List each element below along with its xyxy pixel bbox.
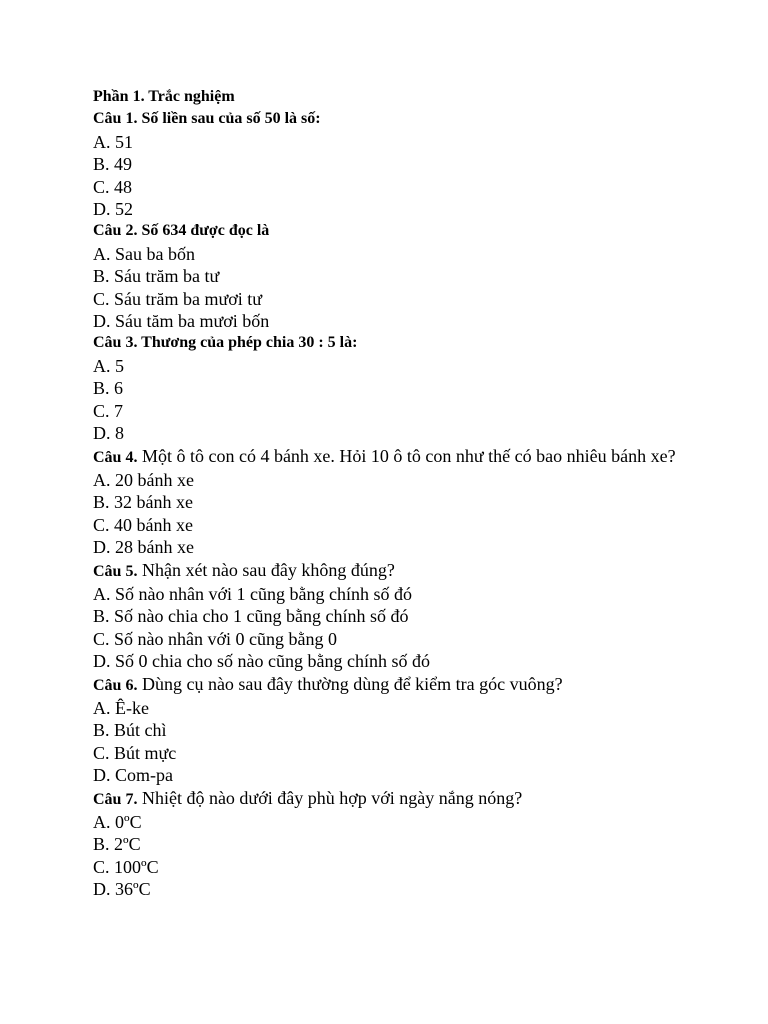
question-3-option-a: A. 5: [93, 355, 124, 376]
question-4-option-c: C. 40 bánh xe: [93, 514, 193, 535]
question-5-text: Nhận xét nào sau đây không đúng?: [137, 559, 395, 580]
question-5: [93, 559, 693, 673]
question-5-option-a: A. Số nào nhân với 1 cũng bằng chính số đó: [93, 583, 412, 604]
question-7-stem: [93, 787, 693, 811]
question-7: [93, 787, 693, 901]
question-2-option-d: D. Sáu tăm ba mươi bốn: [93, 311, 270, 332]
question-5-option-b: B. Số nào chia cho 1 cũng bằng chính số đó: [93, 606, 409, 627]
question-3-option-b: B. 6: [93, 378, 124, 399]
question-7-label: Câu 7.: [93, 790, 138, 808]
question-6-text: Dùng cụ nào sau đây thường dùng để kiểm tra góc vuông?: [137, 673, 563, 694]
question-1-option-b: B. 49: [93, 154, 133, 175]
question-7-option-b: B. 2ºC: [93, 834, 141, 855]
question-4-option-a: A. 20 bánh xe: [93, 469, 194, 490]
question-4-text: Một ô tô con có 4 bánh xe. Hỏi 10 ô tô con như thế có bao nhiêu bánh xe?: [137, 445, 676, 466]
question-1-label: Câu 1. Số liền sau của số 50 là số:: [93, 110, 321, 128]
question-2-option-a: A. Sau ba bốn: [93, 243, 195, 264]
question-2: [93, 220, 693, 332]
section-title: Phần 1. Trắc nghiệm: [93, 88, 235, 105]
question-4-label: Câu 4.: [93, 448, 138, 466]
question-3-label: Câu 3. Thương của phép chia 30 : 5 là:: [93, 334, 358, 352]
question-6-option-c: C. Bút mực: [93, 742, 177, 763]
question-1-option-c: C. 48: [93, 176, 133, 197]
question-5-option-c: C. Số nào nhân với 0 cũng bằng 0: [93, 628, 337, 649]
question-2-option-b: B. Sáu trăm ba tư: [93, 266, 220, 287]
question-3: [93, 332, 693, 444]
question-6: [93, 673, 693, 787]
question-3-option-d: D. 8: [93, 423, 124, 444]
question-4: [93, 445, 693, 559]
question-3-option-c: C. 7: [93, 400, 124, 421]
question-2-option-c: C. Sáu trăm ba mươi tư: [93, 288, 263, 309]
question-6-option-d: D. Com-pa: [93, 765, 173, 786]
question-7-option-a: A. 0ºC: [93, 812, 142, 832]
question-1: [93, 108, 693, 220]
question-4-stem: [93, 445, 693, 469]
question-2-label: Câu 2. Số 634 được đọc là: [93, 222, 270, 240]
question-6-label: Câu 6.: [93, 676, 138, 694]
question-7-option-d: D. 36ºC: [93, 879, 151, 900]
question-4-option-d: D. 28 bánh xe: [93, 537, 194, 558]
question-7-option-c: C. 100ºC: [93, 856, 159, 877]
question-6-stem: [93, 673, 693, 697]
question-5-option-d: D. Số 0 chia cho số nào cũng bằng chính số đó: [93, 651, 430, 672]
document-page: [93, 86, 693, 901]
question-6-option-b: B. Bút chì: [93, 720, 167, 741]
question-6-option-a: A. Ê-ke: [93, 697, 149, 718]
question-1-option-a: A. 51: [93, 131, 133, 152]
question-1-option-d: D. 52: [93, 199, 133, 220]
question-5-stem: [93, 559, 693, 583]
question-4-option-b: B. 32 bánh xe: [93, 492, 193, 513]
question-7-text: Nhiệt độ nào dưới đây phù hợp với ngày nắng nóng?: [137, 787, 523, 808]
question-5-label: Câu 5.: [93, 562, 138, 580]
